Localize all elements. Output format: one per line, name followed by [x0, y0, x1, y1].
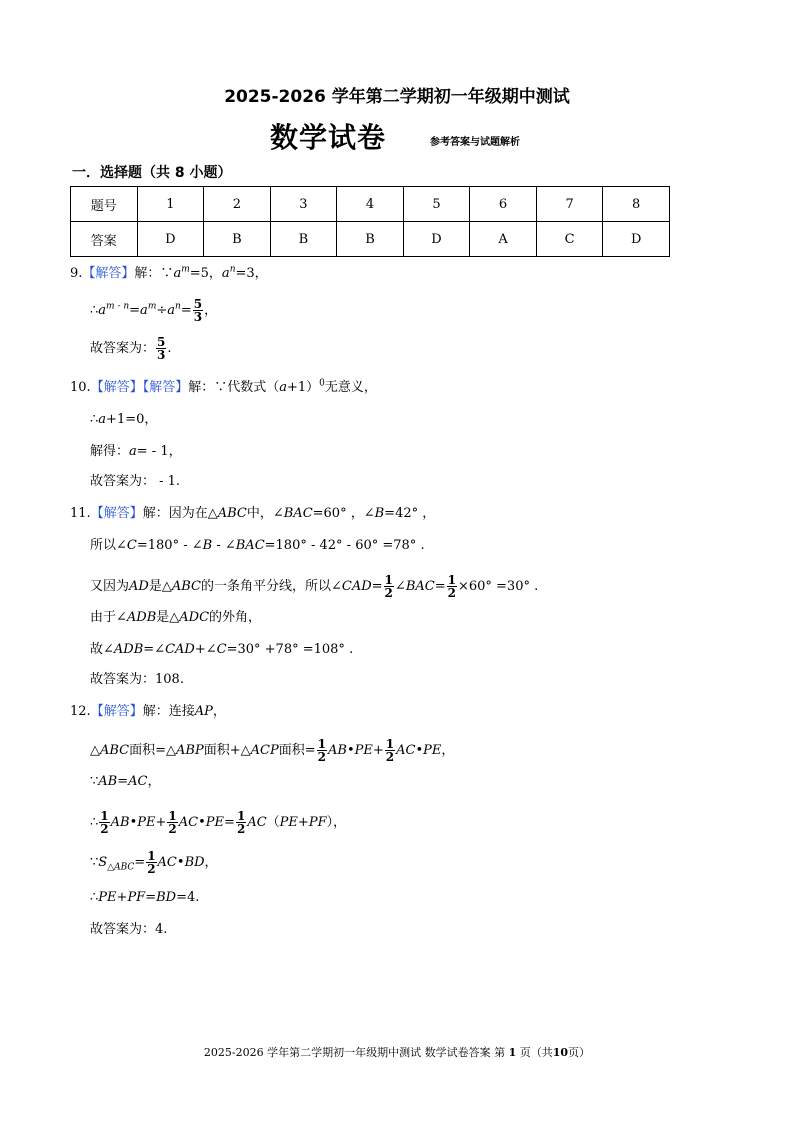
section-heading: 一．选择题（共 8 小题）	[72, 165, 232, 181]
fraction: $\frac{1}{2}$	[317, 737, 326, 764]
table-cell: 3	[270, 187, 337, 222]
table-cell: B	[204, 222, 271, 257]
q10-line-4: 故答案为： - 1.	[90, 474, 181, 489]
q12-line-3: ∵AB=AC，	[90, 774, 161, 789]
q12-line-1: 12.【解答】解：连接AP，	[70, 704, 226, 719]
q11-line-2: 所以∠C=180° - ∠B - ∠BAC=180° - 42° - 60° =78° .	[90, 538, 425, 553]
fraction: $\frac{1}{2}$	[168, 809, 177, 836]
answer-tag: 【解答】	[90, 380, 143, 395]
fraction: $\frac{1}{2}$	[447, 573, 456, 600]
table-cell: 7	[536, 187, 603, 222]
subject-title: 数学试卷	[270, 121, 387, 154]
q12-line-7: 故答案为：4.	[90, 922, 168, 937]
table-cell: C	[536, 222, 603, 257]
q9-line-2: $\therefore a^{m - n}=a^m\div a^n=$ $\frac{5}{3}$ ，	[90, 297, 218, 324]
page-number: 1	[508, 1046, 517, 1059]
table-cell: 5	[403, 187, 470, 222]
fraction: $\frac{1}{2}$	[100, 809, 109, 836]
table-cell: B	[337, 222, 404, 257]
table-row-numbers	[71, 187, 670, 222]
answer-tag: 【解答】	[142, 380, 189, 395]
table-cell: D	[603, 222, 670, 257]
row-label-answer: 答案	[71, 222, 138, 257]
q12-line-5: $\because S_{\triangle ABC}=$ $\frac{1}{2}$ AC•BD，	[90, 849, 218, 876]
fraction: $\frac{5}{3}$	[157, 335, 166, 362]
q9-line-1: 9.【解答】解：$\because a^m=5$，$a^n=3$，	[70, 264, 268, 281]
q11-line-4: 由于∠ADB是△ADC的外角，	[90, 610, 262, 625]
q9-line-3: 故答案为： $\frac{5}{3}$ .	[90, 335, 172, 362]
table-cell: A	[470, 222, 537, 257]
q12-line-2: △ABC面积=△ABP面积+△ACP面积= $\frac{1}{2}$ AB•PE+ $\frac{1}{2}$ AC•PE，	[90, 737, 455, 764]
q12-line-6: ∴PE+PF=BD=4.	[90, 890, 200, 905]
q12-line-4: ∴ $\frac{1}{2}$ AB•PE+ $\frac{1}{2}$ AC•PE= $\frac{1}{2}$ AC（PE+PF），	[90, 809, 347, 836]
fraction: $\frac{1}{2}$	[147, 849, 156, 876]
q10-line-1: 10.【解答】【解答】解：∵代数式$(a+1)^0$无意义，	[70, 378, 377, 395]
q11-line-1: 11.【解答】解：因为在△ABC中，∠BAC=60° ，∠B=42° ，	[70, 506, 436, 521]
table-cell: 8	[603, 187, 670, 222]
answer-tag: 【解答】	[90, 506, 143, 521]
q11-line-5: 故∠ADB=∠CAD+∠C=30° +78° =108° .	[90, 642, 354, 657]
q10-line-3: 解得：a= - 1，	[90, 444, 182, 459]
fraction: $\frac{1}{2}$	[384, 573, 393, 600]
table-cell: 1	[137, 187, 204, 222]
table-cell: 6	[470, 187, 537, 222]
page-total: 10	[552, 1046, 569, 1059]
table-cell: D	[403, 222, 470, 257]
table-cell: 4	[337, 187, 404, 222]
table-row-answers	[71, 222, 670, 257]
fraction: $\frac{1}{2}$	[385, 737, 395, 764]
q10-line-2: ∴a+1=0，	[90, 412, 158, 427]
q11-line-3: 又因为AD是△ABC的一条角平分线，所以∠CAD= $\frac{1}{2}$ ∠BAC= $\frac{1}{2}$ ×60° =30° .	[90, 573, 539, 600]
exam-title: 2025-2026 学年第二学期初一年级期中测试	[224, 87, 570, 107]
answer-tag: 【解答】	[82, 266, 135, 281]
answer-table	[70, 186, 670, 257]
row-label-number: 题号	[71, 187, 138, 222]
table-cell: 2	[204, 187, 271, 222]
q11-line-6: 故答案为：108.	[90, 672, 184, 687]
table-cell: B	[270, 222, 337, 257]
answer-subtitle: 参考答案与试题解析	[430, 137, 520, 148]
answer-tag: 【解答】	[90, 704, 143, 719]
fraction: $\frac{5}{3}$	[193, 297, 203, 324]
table-cell: D	[137, 222, 204, 257]
page-footer: 2025-2026 学年第二学期初一年级期中测试 数学试卷答案 第 1 页（共10页）	[203, 1046, 591, 1059]
fraction: $\frac{1}{2}$	[236, 809, 246, 836]
